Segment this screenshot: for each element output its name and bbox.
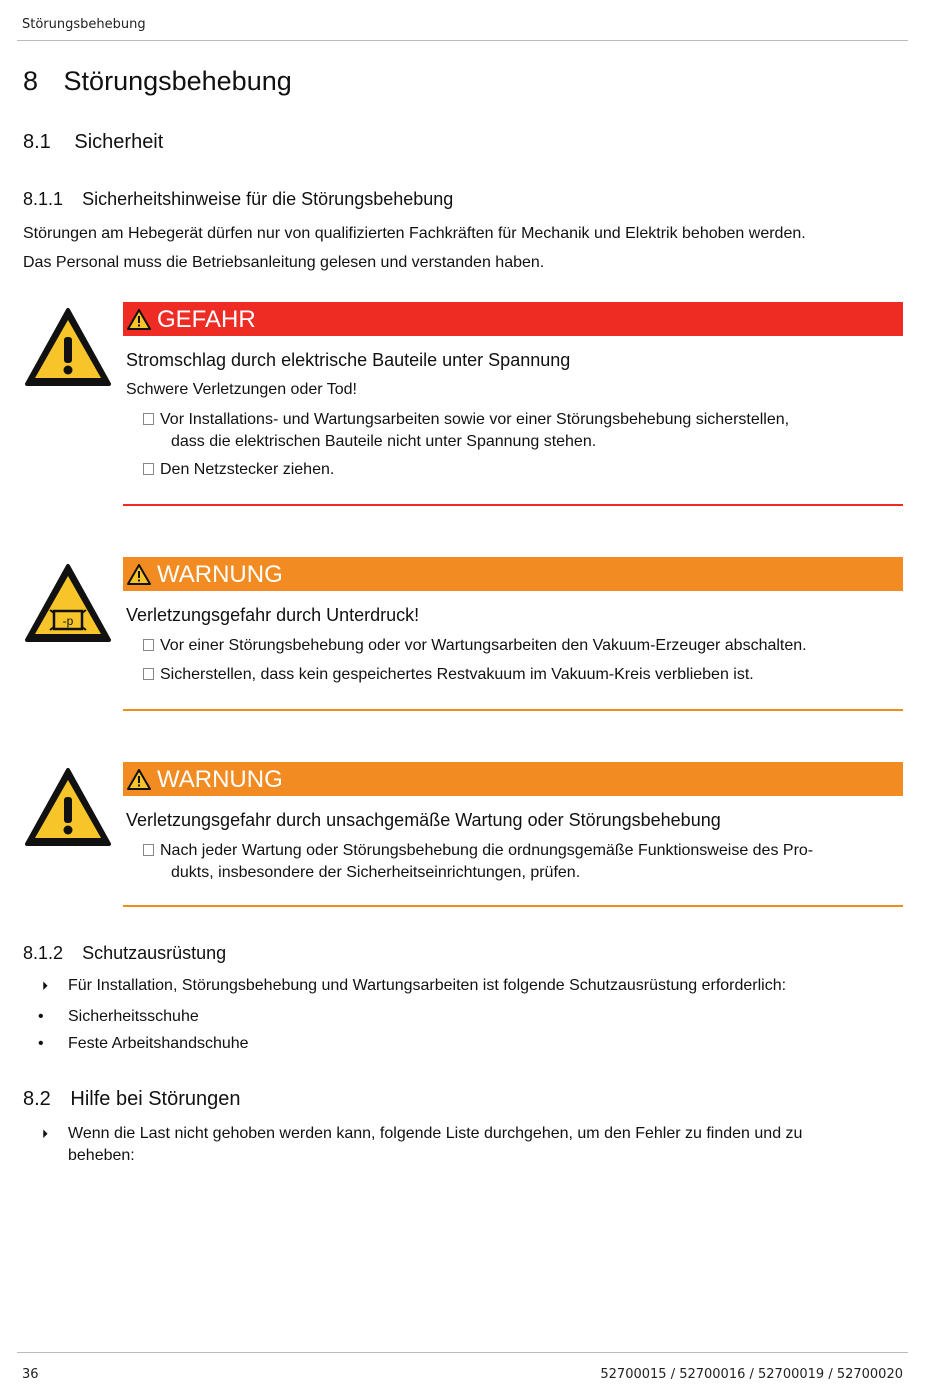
warning-triangle-icon — [127, 309, 151, 330]
step-checkbox-icon — [143, 639, 154, 651]
step-text-continued: dass die elektrischen Bauteile nicht unter Spannung stehen. — [171, 433, 597, 450]
danger-title: Stromschlag durch elektrische Bauteile unter Spannung — [126, 350, 571, 370]
page-number: 36 — [22, 1367, 39, 1382]
step-checkbox-icon — [143, 844, 154, 856]
instruction-text: Für Installation, Störungsbehebung und Wartungsarbeiten ist folgende Schutzausrüstung erforderlich: — [68, 977, 787, 994]
section-title: Hilfe bei Störungen — [70, 1088, 241, 1110]
bullet-icon: • — [38, 1035, 44, 1052]
section-title: Sicherheitshinweise für die Störungsbehebung — [82, 189, 454, 209]
signal-word: WARNUNG — [157, 561, 283, 588]
warning-step-1 — [143, 635, 807, 657]
warning-triangle-icon — [127, 769, 151, 790]
step-checkbox-icon — [143, 413, 154, 425]
list-item-text: Sicherheitsschuhe — [68, 1008, 199, 1025]
step-text: Nach jeder Wartung oder Störungsbehebung die ordnungsgemäße Funktionsweise des Pro- — [160, 842, 814, 859]
warning-banner — [123, 557, 903, 591]
list-item — [38, 1033, 888, 1055]
instruction-text-continued: beheben: — [68, 1147, 135, 1164]
instruction-item — [38, 1123, 888, 1167]
header-rule — [17, 40, 908, 41]
section-heading-8-1-2 — [23, 943, 226, 964]
section-number: 8.1.1 — [23, 189, 64, 209]
running-header: Störungsbehebung — [22, 17, 146, 32]
bullet-icon: • — [38, 1008, 44, 1025]
section-heading-8-2 — [23, 1088, 240, 1111]
danger-consequence: Schwere Verletzungen oder Tod! — [126, 381, 357, 398]
list-item-text: Feste Arbeitshandschuhe — [68, 1035, 249, 1052]
chapter-number: 8 — [23, 66, 39, 96]
chapter-heading — [23, 66, 292, 97]
warning-step-1 — [143, 840, 813, 884]
intro-paragraph-2: Das Personal muss die Betriebsanleitung gelesen und verstanden haben. — [23, 254, 545, 271]
vacuum-warning-icon — [24, 563, 112, 643]
footer-rule — [17, 1352, 908, 1353]
arrow-icon: ⏵ — [42, 1127, 49, 1141]
warning-triangle-icon — [127, 564, 151, 585]
danger-banner — [123, 302, 903, 336]
section-number: 8.1 — [23, 131, 51, 153]
section-heading-8-1-1 — [23, 189, 453, 210]
warning-end-rule — [123, 905, 903, 907]
danger-step-2 — [143, 459, 334, 481]
danger-end-rule — [123, 504, 903, 506]
section-number: 8.1.2 — [23, 943, 64, 963]
instruction-text: Wenn die Last nicht gehoben werden kann, folgende Liste durchgehen, um den Fehler zu finden und zu — [68, 1125, 803, 1142]
danger-step-1 — [143, 409, 789, 453]
step-text: Vor einer Störungsbehebung oder vor Wartungsarbeiten den Vakuum-Erzeuger abschalten. — [160, 637, 807, 654]
chapter-title: Störungsbehebung — [63, 66, 292, 96]
warning-title: Verletzungsgefahr durch unsachgemäße Wartung oder Störungsbehebung — [126, 810, 721, 830]
step-checkbox-icon — [143, 463, 154, 475]
step-checkbox-icon — [143, 668, 154, 680]
signal-word: WARNUNG — [157, 766, 283, 793]
section-number: 8.2 — [23, 1088, 51, 1110]
step-text: Den Netzstecker ziehen. — [160, 461, 335, 478]
vacuum-symbol-label: -p — [62, 614, 74, 628]
section-heading-8-1 — [23, 131, 163, 154]
signal-word: GEFAHR — [157, 306, 256, 333]
warning-step-2 — [143, 664, 754, 686]
step-text: Sicherstellen, dass kein gespeichertes Restvakuum im Vakuum-Kreis verblieben ist. — [160, 666, 754, 683]
section-title: Sicherheit — [74, 131, 164, 153]
instruction-item — [38, 975, 888, 997]
warning-triangle-icon — [24, 767, 112, 847]
warning-banner — [123, 762, 903, 796]
arrow-icon: ⏵ — [42, 979, 49, 993]
warning-end-rule — [123, 709, 903, 711]
list-item — [38, 1006, 888, 1028]
article-numbers: 52700015 / 52700016 / 52700019 / 52700020 — [600, 1367, 903, 1382]
intro-paragraph-1: Störungen am Hebegerät dürfen nur von qualifizierten Fachkräften für Mechanik und Elektrik behoben werden. — [23, 225, 806, 242]
step-text: Vor Installations- und Wartungsarbeiten sowie vor einer Störungsbehebung sicherstellen, — [160, 411, 790, 428]
step-text-continued: dukts, insbesondere der Sicherheitseinrichtungen, prüfen. — [171, 864, 581, 881]
warning-title: Verletzungsgefahr durch Unterdruck! — [126, 605, 420, 625]
warning-triangle-icon — [24, 307, 112, 387]
section-title: Schutzausrüstung — [82, 943, 227, 963]
